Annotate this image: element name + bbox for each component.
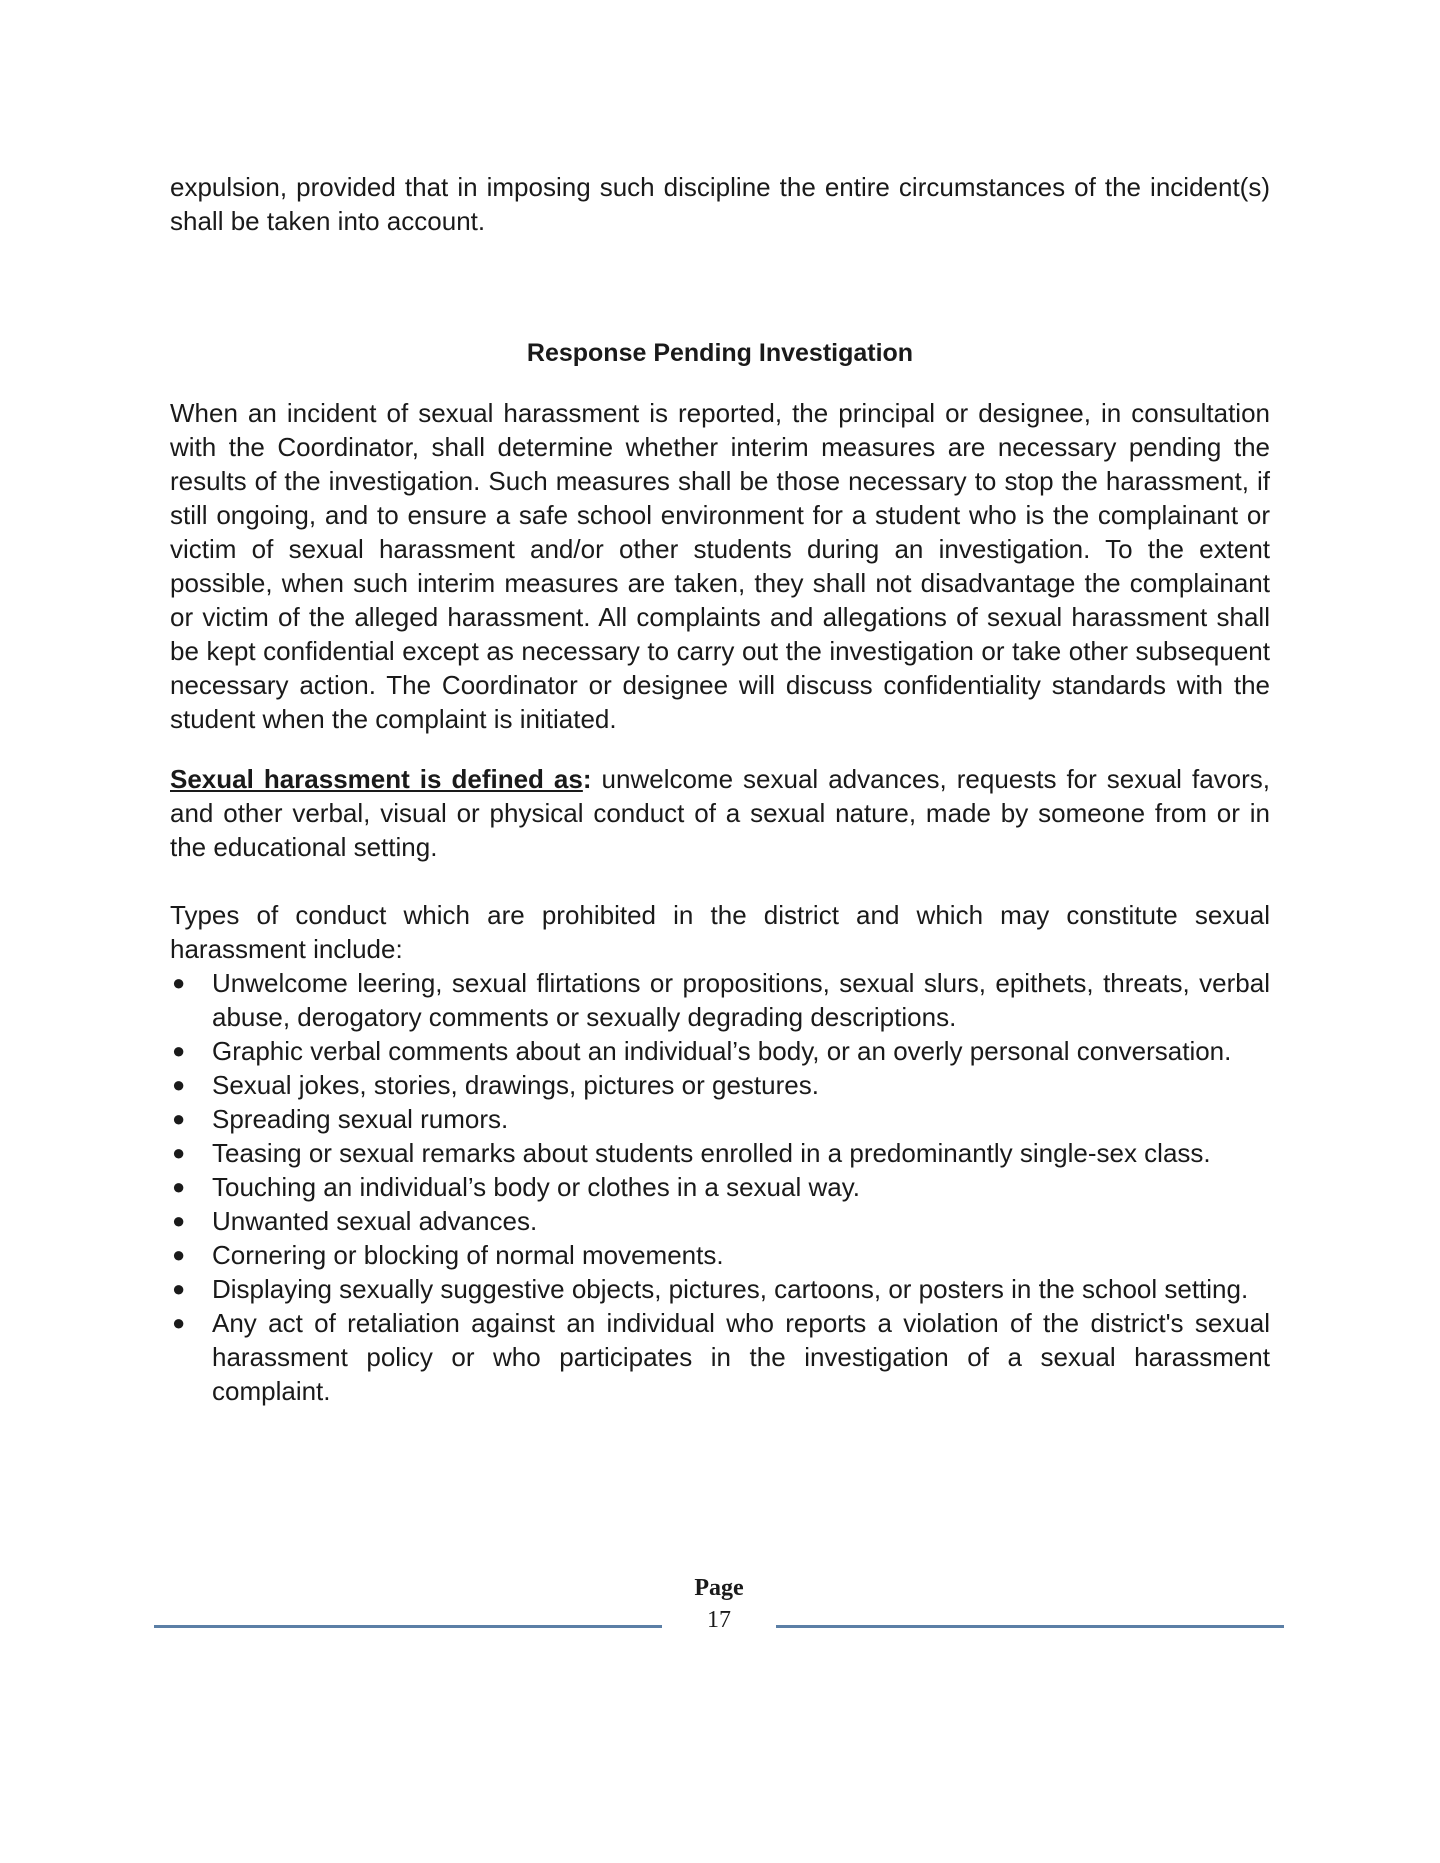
list-item (170, 1068, 1270, 1102)
definition-label: Sexual harassment is defined as (170, 764, 583, 794)
list-item (170, 1136, 1270, 1170)
definition-colon: : (582, 764, 592, 794)
bullet-icon: ● (172, 1242, 186, 1267)
types-intro-paragraph: Types of conduct which are prohibited in the district and which may constitute sexual harassment include: (170, 900, 1270, 964)
definition-text: unwelcome sexual advances, requests for sexual favors, and other verbal, visual or physical conduct of a sexual nature, made by someone from or in the educational setting. (170, 764, 1270, 862)
list-item-text: Cornering or blocking of normal movements. (212, 1240, 724, 1270)
list-item-text: Teasing or sexual remarks about students enrolled in a predominantly single-sex class. (212, 1138, 1211, 1168)
list-item (170, 1306, 1270, 1408)
response-paragraph: When an incident of sexual harassment is reported, the principal or designee, in consultation with the Coordinator, shall determine whether interim measures are necessary pending the results of the investigation. Such measures shall be those necessary to stop the harassment, if still ongoing, and to ensure a safe school environment for a student who is the complainant or victim of sexual harassment and/or other students during an investigation. To the extent possible, when such interim measures are taken, they shall not disadvantage the complainant or victim of the alleged harassment. All complaints and allegations of sexual harassment shall be kept confidential except as necessary to carry out the investigation or take other subsequent necessary action. The Coordinator or designee will discuss confidentiality standards with the student when the complaint is initiated. (170, 398, 1270, 734)
bullet-icon: ● (172, 1038, 186, 1063)
list-item (170, 1034, 1270, 1068)
list-item-text: Graphic verbal comments about an individual’s body, or an overly personal conversation. (212, 1036, 1232, 1066)
bullet-icon: ● (172, 1106, 186, 1131)
intro-paragraph: expulsion, provided that in imposing such discipline the entire circumstances of the incident(s) shall be taken into account. (170, 172, 1270, 236)
bullet-icon: ● (172, 1140, 186, 1165)
bullet-icon: ● (172, 1310, 186, 1335)
list-item-text: Unwelcome leering, sexual flirtations or propositions, sexual slurs, epithets, threats, verbal abuse, derogatory comments or sexually degrading descriptions. (212, 968, 1270, 1032)
list-item-text: Displaying sexually suggestive objects, pictures, cartoons, or posters in the school setting. (212, 1274, 1249, 1304)
page-footer (154, 1572, 1284, 1642)
bullet-icon: ● (172, 1174, 186, 1199)
list-item-text: Spreading sexual rumors. (212, 1104, 509, 1134)
page-number: 17 (707, 1607, 731, 1633)
bullet-icon: ● (172, 970, 186, 995)
bullet-icon: ● (172, 1072, 186, 1097)
list-item-text: Sexual jokes, stories, drawings, pictures or gestures. (212, 1070, 819, 1100)
page-content (170, 170, 1270, 1408)
list-item (170, 1102, 1270, 1136)
list-item (170, 1204, 1270, 1238)
section-heading: Response Pending Investigation (526, 339, 914, 367)
page-number-label (662, 1572, 776, 1636)
list-item-text: Touching an individual’s body or clothes in a sexual way. (212, 1172, 860, 1202)
conduct-list (170, 966, 1270, 1408)
list-item-text: Unwanted sexual advances. (212, 1206, 538, 1236)
list-item-text: Any act of retaliation against an individual who reports a violation of the district's sexual harassment policy or who participates in the investigation of a sexual harassment complaint. (212, 1308, 1270, 1406)
list-item (170, 1170, 1270, 1204)
list-item (170, 1272, 1270, 1306)
list-item (170, 966, 1270, 1034)
page-word: Page (694, 1575, 744, 1601)
footer-rule-right (776, 1625, 1284, 1628)
bullet-icon: ● (172, 1276, 186, 1301)
footer-rule-left (154, 1625, 662, 1628)
definition-paragraph (170, 762, 1270, 864)
bullet-icon: ● (172, 1208, 186, 1233)
list-item (170, 1238, 1270, 1272)
